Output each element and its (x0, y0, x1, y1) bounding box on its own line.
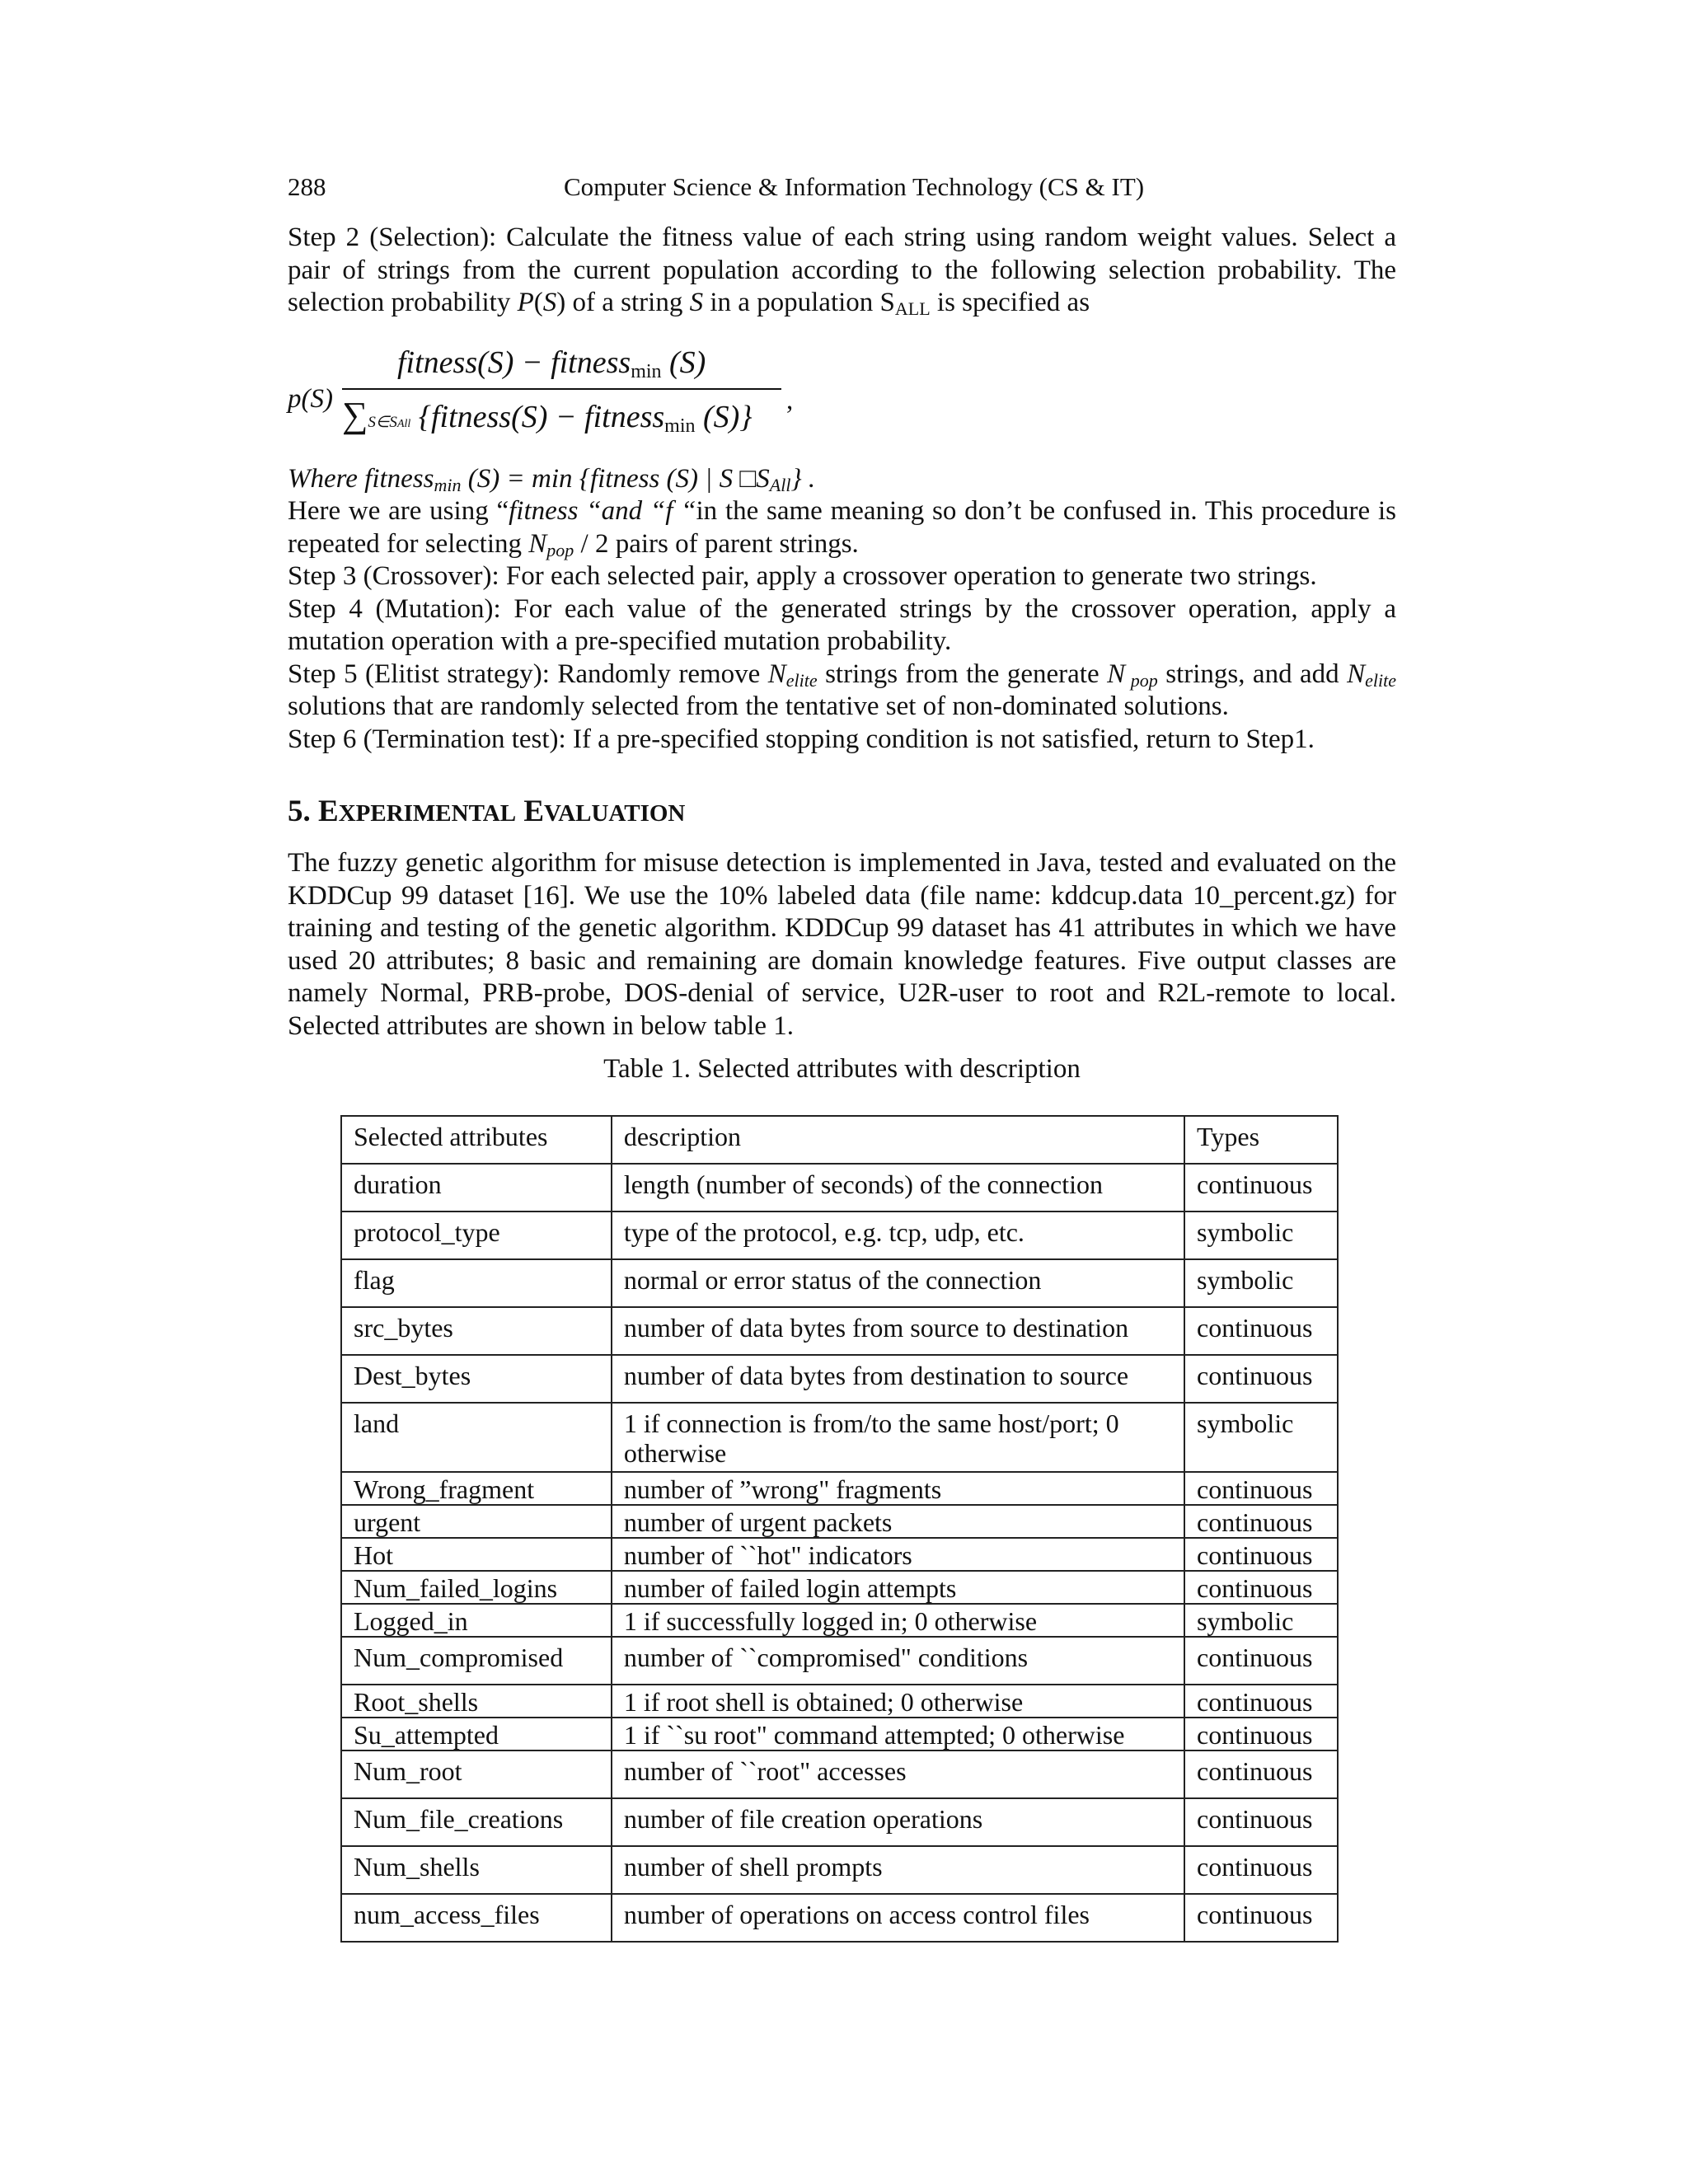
table-cell: length (number of seconds) of the connection (612, 1164, 1184, 1212)
table-cell: continuous (1184, 1894, 1338, 1942)
table-cell: num_access_files (341, 1894, 612, 1942)
table-cell: continuous (1184, 1505, 1338, 1538)
table-cell: Num_shells (341, 1846, 612, 1894)
section-heading: 5. EXPERIMENTAL EVALUATION (288, 794, 686, 828)
table-row (341, 1212, 1338, 1259)
formula-lhs: p(S) (288, 383, 333, 414)
table-cell: continuous (1184, 1472, 1338, 1505)
journal-title: Computer Science & Information Technology (CS & IT) (564, 172, 1145, 201)
table-cell: Wrong_fragment (341, 1472, 612, 1505)
table-cell: Num_failed_logins (341, 1571, 612, 1604)
table-row (341, 1259, 1338, 1307)
table-row (341, 1472, 1338, 1505)
table-cell: protocol_type (341, 1212, 612, 1259)
table-cell: number of ``compromised" conditions (612, 1637, 1184, 1685)
table-cell: normal or error status of the connection (612, 1259, 1184, 1307)
table-row (341, 1571, 1338, 1604)
table-header-row (341, 1116, 1338, 1164)
table-cell: number of failed login attempts (612, 1571, 1184, 1604)
table-row (341, 1164, 1338, 1212)
table-cell: number of ``root" accesses (612, 1750, 1184, 1798)
step-4-paragraph: Step 4 (Mutation): For each value of the generated strings by the crossover operation, apply a mutation operation with a pre-specified mutation probability. (288, 593, 1396, 656)
table-cell: type of the protocol, e.g. tcp, udp, etc. (612, 1212, 1184, 1259)
table-cell: continuous (1184, 1685, 1338, 1718)
step-5-paragraph: Step 5 (Elitist strategy): Randomly remove $N_{elite}$ strings from the generate N $_{pop}$ strings, and add $N_{elite}$ solutions that are randomly selected from the tentative set of non-dominated solutions. (288, 658, 1396, 721)
table-cell: number of urgent packets (612, 1505, 1184, 1538)
table-cell: number of ``hot" indicators (612, 1538, 1184, 1571)
table-cell: Su_attempted (341, 1718, 612, 1750)
table-cell: continuous (1184, 1846, 1338, 1894)
table-cell: flag (341, 1259, 612, 1307)
step-3-paragraph: Step 3 (Crossover): For each selected pair, apply a crossover operation to generate two strings. (288, 561, 1317, 591)
table-row (341, 1307, 1338, 1355)
table-cell: number of operations on access control files (612, 1894, 1184, 1942)
table-cell: continuous (1184, 1750, 1338, 1798)
page-number: 288 (288, 172, 326, 201)
paper-page (288, 169, 1396, 1943)
table-cell: continuous (1184, 1538, 1338, 1571)
table-cell: continuous (1184, 1637, 1338, 1685)
table-cell: Num_file_creations (341, 1798, 612, 1846)
table-cell: 1 if connection is from/to the same host/port; 0 otherwise (612, 1403, 1184, 1472)
table-cell: 1 if successfully logged in; 0 otherwise (612, 1604, 1184, 1637)
table-cell: urgent (341, 1505, 612, 1538)
table-cell: continuous (1184, 1571, 1338, 1604)
where-clause: Where fitness$_{min}$ (S) = min {fitness (S) | S $□S_{All}$} . (288, 463, 816, 495)
table-cell: continuous (1184, 1718, 1338, 1750)
table-header-cell: Types (1184, 1116, 1338, 1164)
table-row (341, 1403, 1338, 1472)
table-row (341, 1538, 1338, 1571)
table-row (341, 1846, 1338, 1894)
table-cell: Num_root (341, 1750, 612, 1798)
step-6-paragraph: Step 6 (Termination test): If a pre-specified stopping condition is not satisfied, return to Step1. (288, 724, 1315, 754)
table-row (341, 1685, 1338, 1718)
table-cell: continuous (1184, 1798, 1338, 1846)
table-cell: duration (341, 1164, 612, 1212)
table-row (341, 1505, 1338, 1538)
table-row (341, 1355, 1338, 1403)
fraction-bar (342, 388, 781, 390)
table-cell: number of data bytes from source to destination (612, 1307, 1184, 1355)
table-cell: symbolic (1184, 1403, 1338, 1472)
running-header (288, 169, 1396, 205)
table-cell: continuous (1184, 1355, 1338, 1403)
here-paragraph: Here we are using “fitness “and “f “in the same meaning so don’t be confused in. This procedure is repeated for selecting $N_{pop} / 2$ pairs of parent strings. (288, 496, 1396, 560)
table-cell: Root_shells (341, 1685, 612, 1718)
table-cell: Num_compromised (341, 1637, 612, 1685)
table-cell: symbolic (1184, 1212, 1338, 1259)
table-cell: Logged_in (341, 1604, 612, 1637)
table-cell: 1 if ``su root" command attempted; 0 otherwise (612, 1718, 1184, 1750)
formula-numerator: fitness(S) − fitnessmin (S) (397, 344, 706, 382)
table-header-cell: Selected attributes (341, 1116, 612, 1164)
section-body: The fuzzy genetic algorithm for misuse detection is implemented in Java, tested and evaluated on the KDDCup 99 dataset [16]. We use the 10% labeled data (file name: kddcup.data 10_percent.gz) for training and testing of the genetic algorithm. KDDCup 99 dataset has 41 attributes in which we have used 20 attributes; 8 basic and remaining are domain knowledge features. Five output classes are namely Normal, PRB-probe, DOS-denial of service, U2R-user to root and R2L-remote to local. Selected attributes are shown in below table 1. (288, 848, 1396, 1041)
table-cell: continuous (1184, 1307, 1338, 1355)
table-cell: src_bytes (341, 1307, 612, 1355)
table-cell: Dest_bytes (341, 1355, 612, 1403)
formula-denominator: ∑S∈SAll {fitness(S) − fitnessmin (S)} (342, 394, 753, 437)
table-cell: number of data bytes from destination to source (612, 1355, 1184, 1403)
table-row (341, 1750, 1338, 1798)
attributes-table (340, 1115, 1339, 1943)
table-cell: Hot (341, 1538, 612, 1571)
step-2-paragraph: Step 2 (Selection): Calculate the fitness value of each string using random weight values. Select a pair of strings from the current population according to the following selection probability. The selection probability P(S) of a string S in a population $S_{ALL}$ is specified as (288, 223, 1396, 319)
table-row (341, 1718, 1338, 1750)
table-caption: Table 1. Selected attributes with description (603, 1054, 1081, 1084)
selection-probability-formula: p(S) fitness(S) − fitnessmin (S) ∑S∈SAll {fitness(S) − fitnessmin (S)} , (288, 344, 794, 437)
table-cell: land (341, 1403, 612, 1472)
table-row (341, 1604, 1338, 1637)
table-row (341, 1894, 1338, 1942)
table-cell: number of file creation operations (612, 1798, 1184, 1846)
table-row (341, 1798, 1338, 1846)
table-cell: number of shell prompts (612, 1846, 1184, 1894)
table-cell: number of ”wrong" fragments (612, 1472, 1184, 1505)
table-header-cell: description (612, 1116, 1184, 1164)
table-cell: continuous (1184, 1164, 1338, 1212)
table-row (341, 1637, 1338, 1685)
table-cell: 1 if root shell is obtained; 0 otherwise (612, 1685, 1184, 1718)
table-cell: symbolic (1184, 1604, 1338, 1637)
table-cell: symbolic (1184, 1259, 1338, 1307)
